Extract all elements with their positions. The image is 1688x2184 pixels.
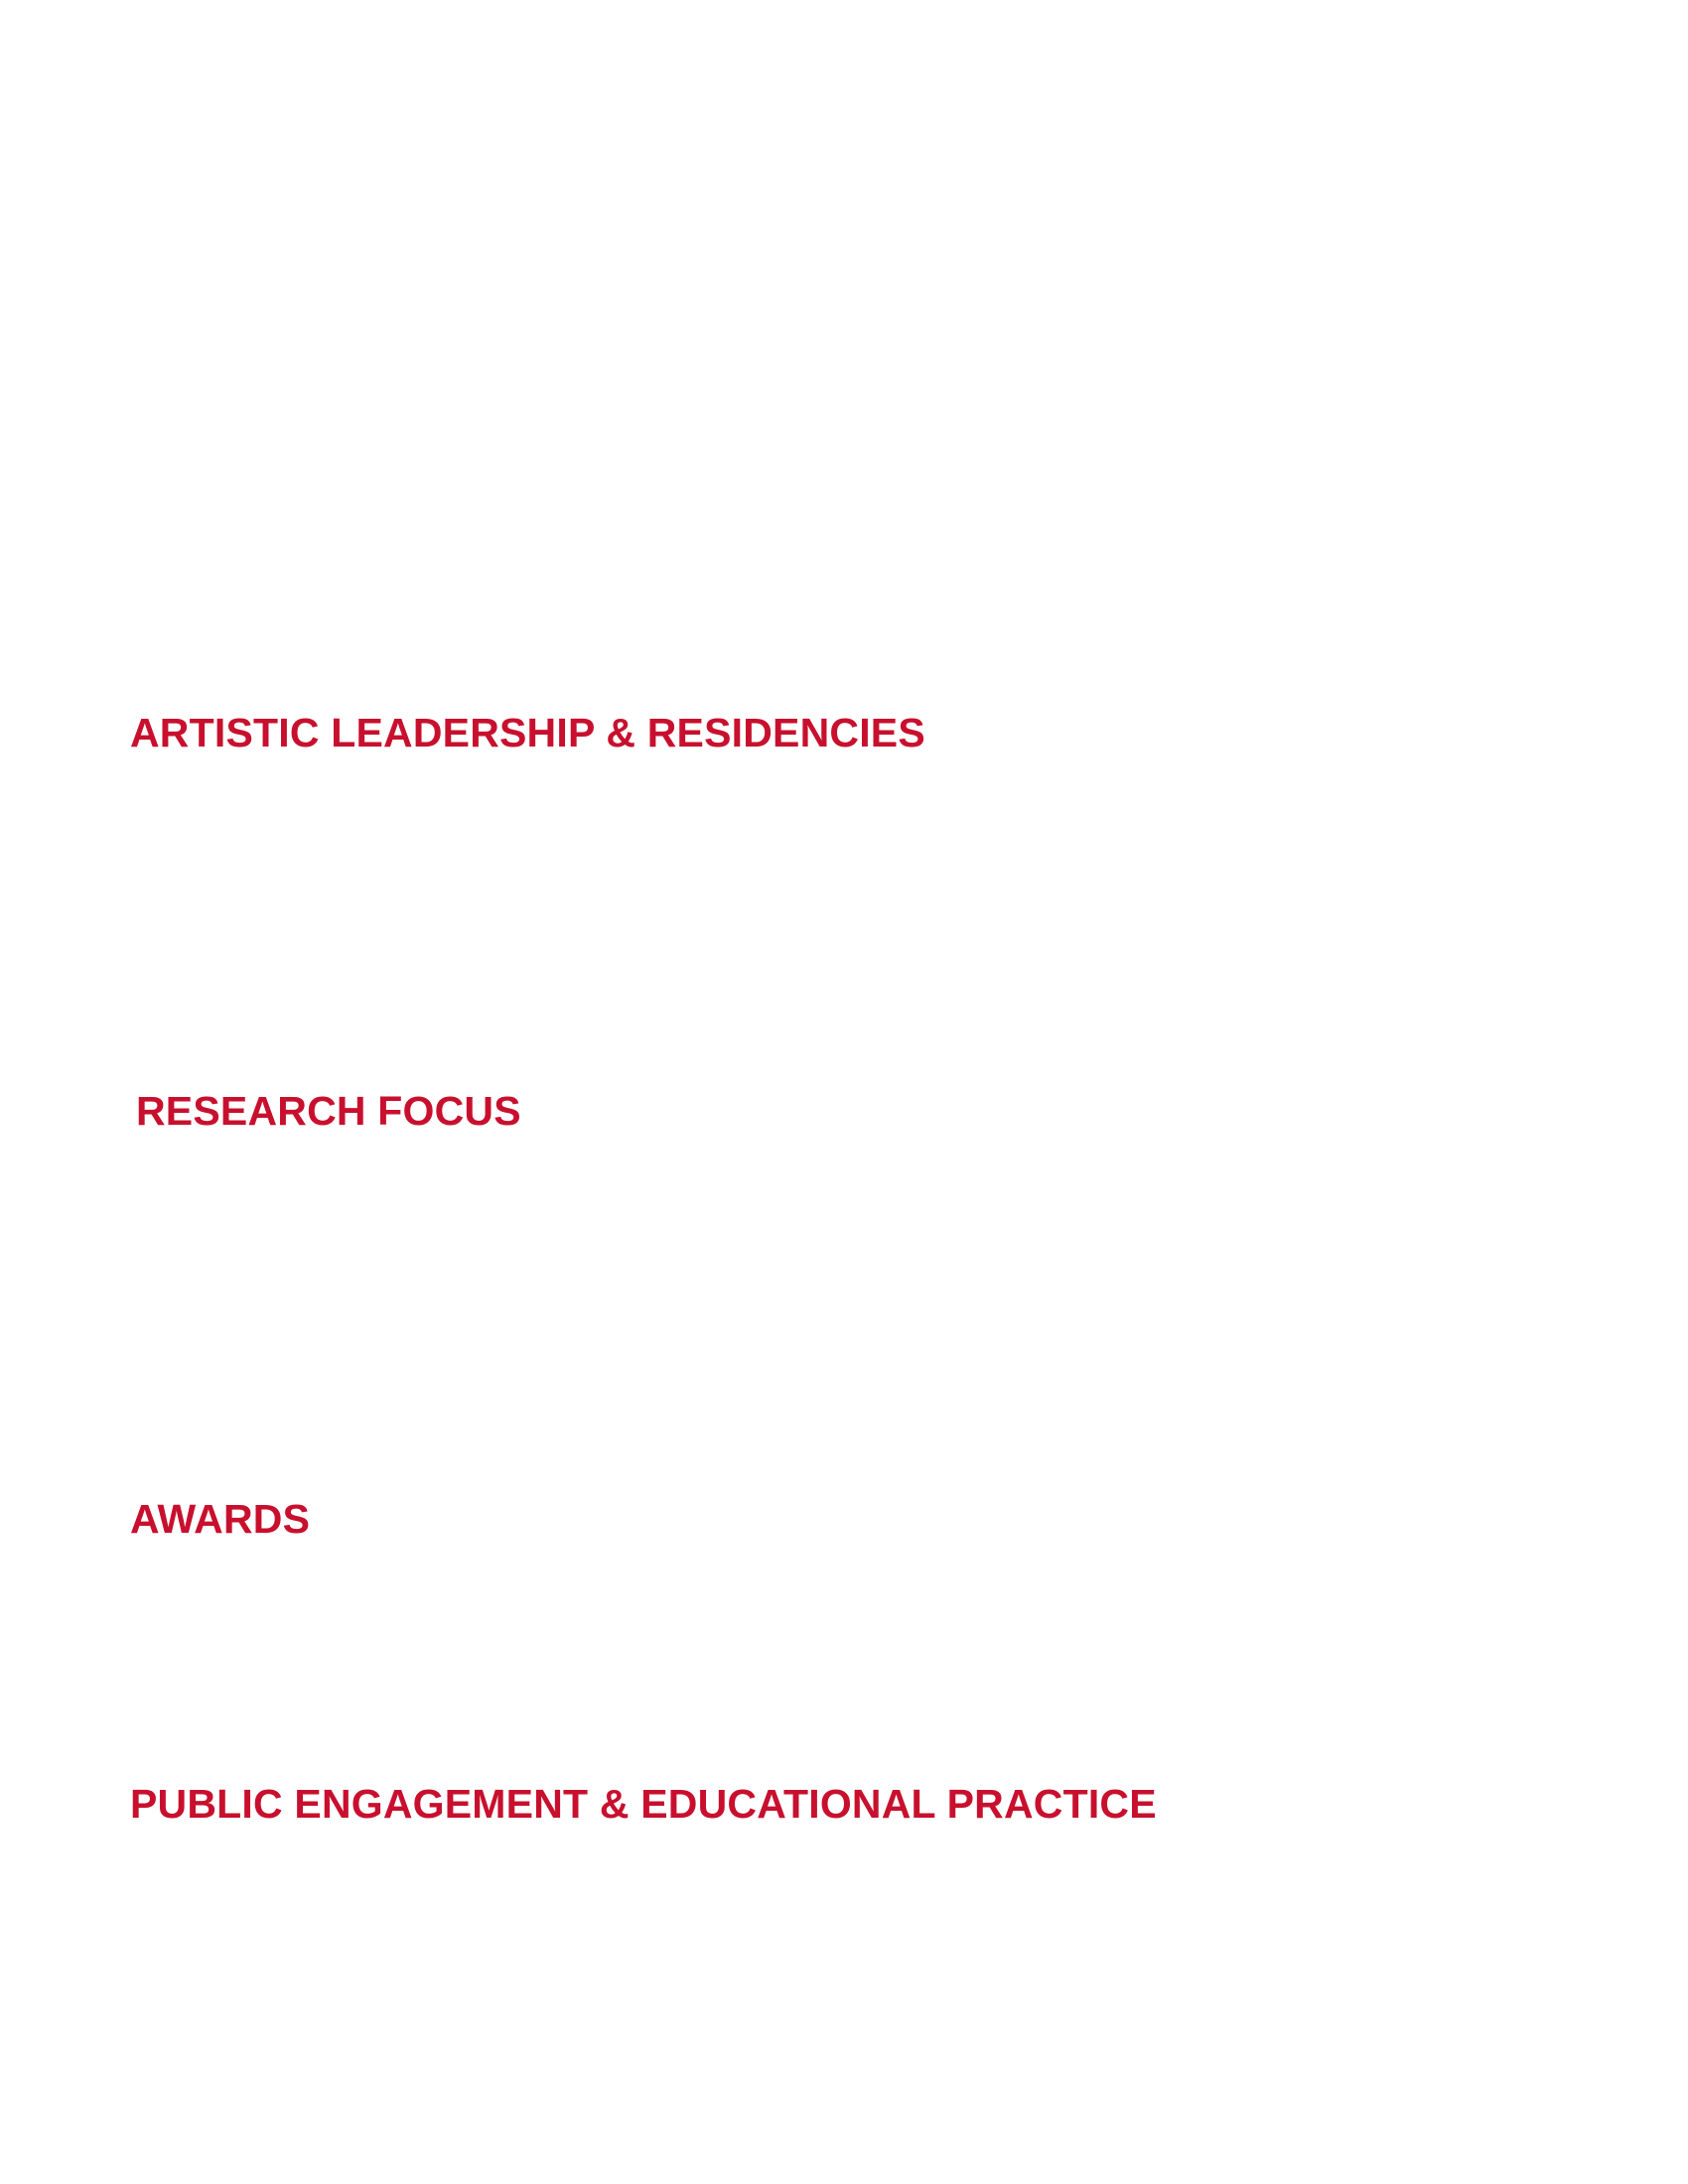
heading-awards: AWARDS — [130, 1496, 311, 1542]
heading-artistic-leadership-residencies: ARTISTIC LEADERSHIP & RESIDENCIES — [130, 710, 925, 755]
heading-public-engagement-educational-practice: PUBLIC ENGAGEMENT & EDUCATIONAL PRACTICE — [130, 1781, 1157, 1827]
heading-research-focus: RESEARCH FOCUS — [136, 1088, 521, 1134]
